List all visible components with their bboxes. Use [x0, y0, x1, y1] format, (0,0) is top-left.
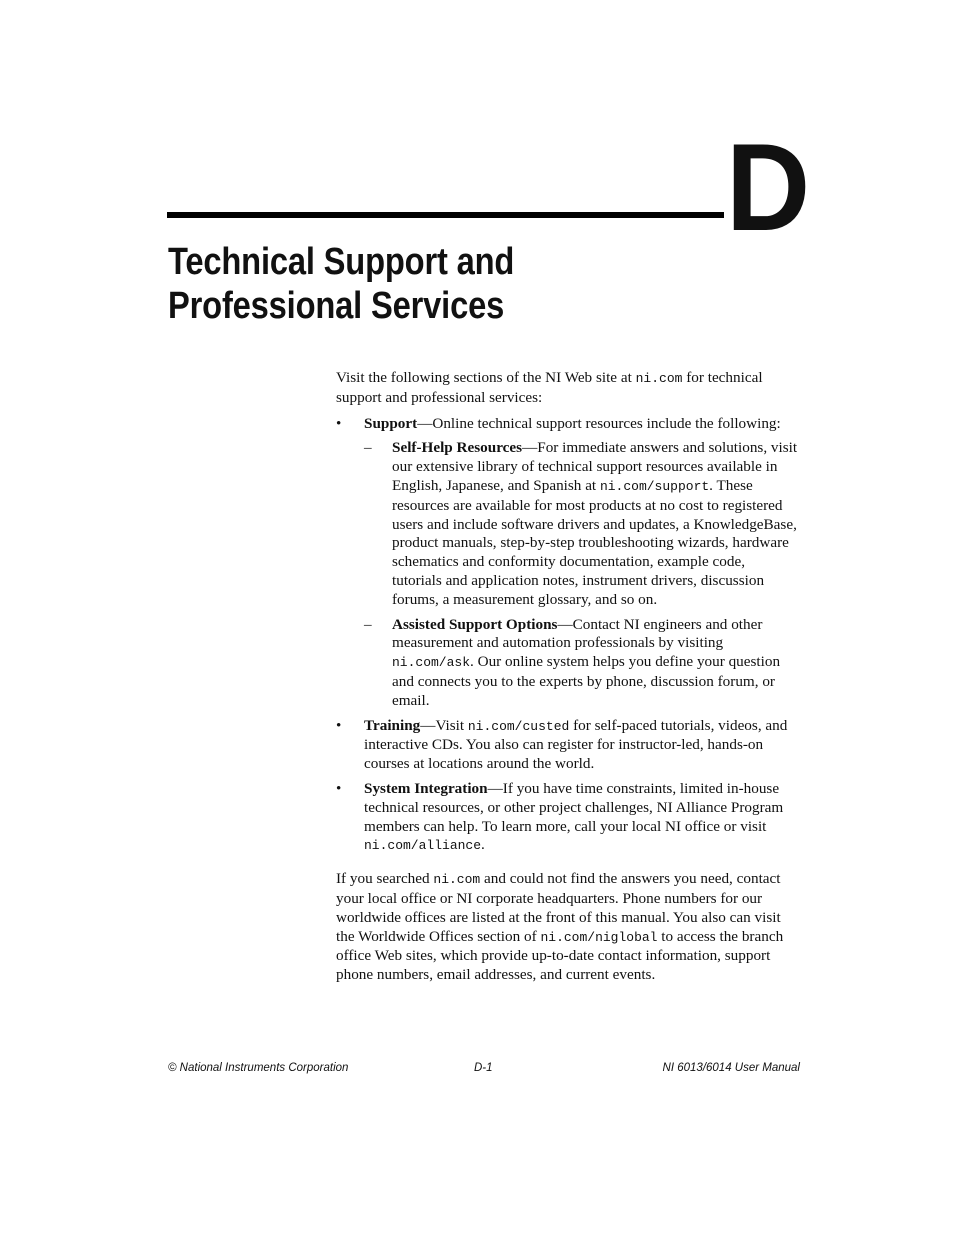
list-item-assisted-support: [364, 616, 798, 711]
self-help-text-end: . These resources are available for most products at no cost to registered users and include software drivers and updates, a KnowledgeBase, product manuals, step-by-step troubleshooting wizards, hardware schematics and conformity documentation, example code, tutorials and application notes, instrument drivers, discussion forums, a measurement glossary, and so on.: [392, 476, 797, 608]
link-ni-com-alliance[interactable]: ni.com/alliance: [364, 838, 482, 854]
system-integration-label: System Integration: [364, 779, 488, 797]
page-title: [168, 240, 514, 328]
page-footer: [168, 1062, 800, 1078]
intro-paragraph: [336, 369, 798, 408]
dash-icon: –: [364, 439, 372, 457]
training-text-end: for self-paced tutorials, videos, and interactive CDs. You also can register for instructor-led, hands-on courses at locations around the world.: [364, 716, 788, 773]
page-title-line-1: Technical Support and: [168, 241, 515, 283]
intro-text-end: for technical support and professional services:: [336, 369, 763, 406]
footer-copyright: © National Instruments Corporation: [168, 1062, 349, 1074]
services-list: [336, 415, 798, 857]
system-integration-text-end: .: [481, 836, 485, 854]
footer-page-number: D-1: [474, 1062, 493, 1074]
assisted-support-text: —Contact NI engineers and other measurement and automation professionals by visiting: [392, 615, 763, 652]
closing-text-middle: and could not find the answers you need, contact your local office or NI corporate headquarters. Phone numbers for our worldwide offices are listed at the front of this manual. You also can visit the Worldwide Offices section of: [336, 870, 781, 945]
closing-text-end: to access the branch office Web sites, which provide up-to-date contact information, support phone numbers, email addresses, and current events.: [336, 927, 784, 984]
training-text: —Visit: [420, 716, 468, 734]
system-integration-text: —If you have time constraints, limited in-house technical resources, or other project challenges, NI Alliance Program members can help. To learn more, call your local NI office or visit: [364, 779, 784, 835]
assisted-support-text-end: . Our online system helps you define your question and connects you to the experts by phone, discussion forum, or email.: [392, 653, 781, 709]
list-item-self-help: [364, 439, 798, 609]
support-text: —Online technical support resources include the following:: [417, 414, 781, 432]
closing-paragraph: [336, 870, 798, 985]
footer-manual-title: NI 6013/6014 User Manual: [662, 1062, 800, 1074]
link-ni-com-support[interactable]: ni.com/support: [599, 478, 710, 494]
support-sublist: [364, 439, 798, 710]
appendix-letter: D: [726, 119, 807, 257]
link-ni-com-ask[interactable]: ni.com/ask: [392, 655, 471, 671]
link-ni-com-niglobal[interactable]: ni.com/niglobal: [540, 929, 658, 945]
training-label: Training: [364, 716, 421, 734]
self-help-label: Self-Help Resources: [392, 439, 523, 457]
link-ni-com-custed[interactable]: ni.com/custed: [467, 718, 570, 734]
list-item-training: [336, 717, 798, 774]
body-text: [336, 369, 798, 985]
assisted-support-label: Assisted Support Options: [392, 615, 558, 633]
chapter-rule: [167, 212, 724, 218]
closing-text: If you searched: [336, 870, 434, 888]
self-help-text: —For immediate answers and solutions, visit our extensive library of technical support resources available in English, Japanese, and Spanish at: [392, 439, 798, 494]
link-ni-com-2[interactable]: ni.com: [433, 872, 481, 888]
link-ni-com[interactable]: ni.com: [635, 371, 683, 386]
page-title-line-2: Professional Services: [168, 285, 505, 327]
support-label: Support: [364, 414, 418, 432]
bullet-icon: •: [336, 414, 342, 432]
dash-icon: –: [364, 615, 372, 633]
intro-text: Visit the following sections of the NI Web site at: [336, 369, 636, 386]
list-item-system-integration: [336, 780, 798, 856]
list-item-support: [336, 415, 798, 711]
bullet-icon: •: [336, 779, 342, 797]
bullet-icon: •: [336, 716, 342, 734]
